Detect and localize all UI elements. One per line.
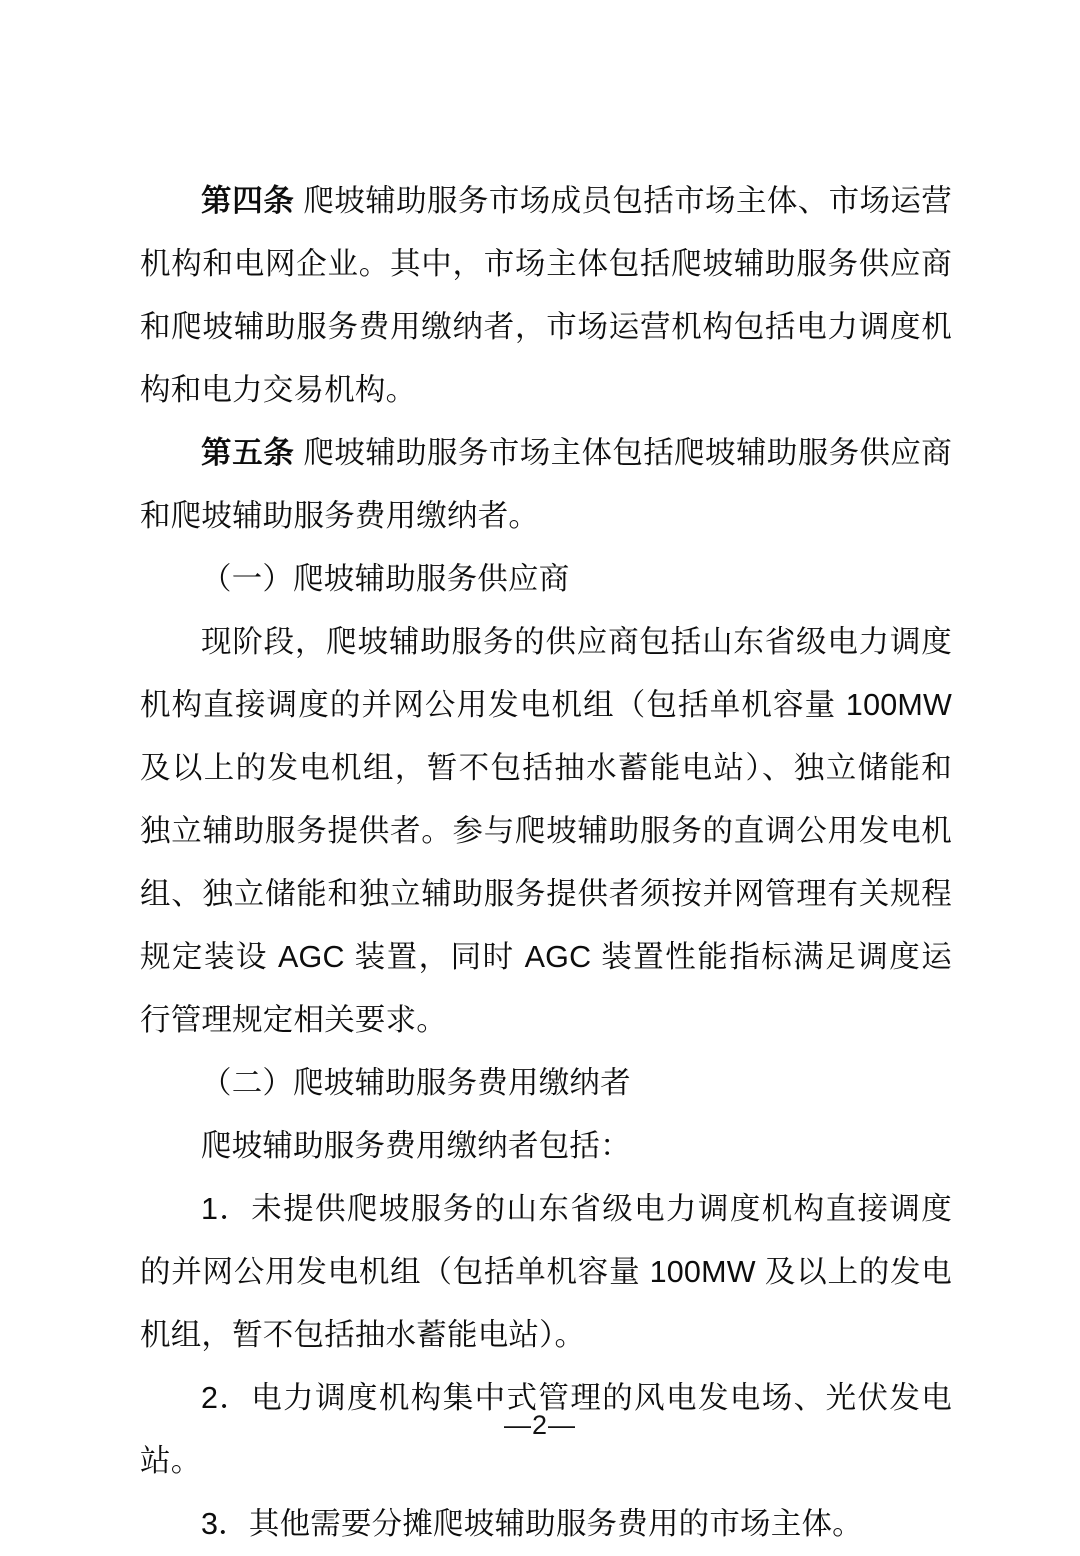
document-body [140, 170, 952, 1556]
paragraph-item-2-heading: （二）爬坡辅助服务费用缴纳者 [201, 1066, 631, 1100]
paragraph-article-5 [140, 422, 952, 548]
page-number: —2— [503, 1410, 577, 1440]
paragraph-item-1-body: 现阶段，爬坡辅助服务的供应商包括山东省级电力调度机构直接调度的并网公用发电机组（包括单机容量 100MW 及以上的发电机组，暂不包括抽水蓄能电站）、独立储能和独立辅助服务提供者。参与爬坡辅助服务的直调公用发电机组、独立储能和独立辅助服务提供者须按并网管理有关规程规定装设 AGC 装置，同时 AGC 装置性能指标满足调度运行管理规定相关要求。 [140, 625, 952, 1037]
article-label-4: 第四条 [201, 184, 295, 218]
list-item-2: 2．电力调度机构集中式管理的风电发电场、光伏发电站。 [140, 1381, 952, 1478]
paragraph-text-article-5: 爬坡辅助服务市场主体包括爬坡辅助服务供应商和爬坡辅助服务费用缴纳者。 [140, 436, 952, 533]
list-item-3: 3．其他需要分摊爬坡辅助服务费用的市场主体。 [201, 1507, 863, 1541]
article-label-5: 第五条 [201, 436, 295, 470]
list-item-1: 1．未提供爬坡服务的山东省级电力调度机构直接调度的并网公用发电机组（包括单机容量 100MW 及以上的发电机组，暂不包括抽水蓄能电站）。 [140, 1192, 952, 1352]
paragraph-text-article-4: 爬坡辅助服务市场成员包括市场主体、市场运营机构和电网企业。其中，市场主体包括爬坡辅助服务供应商和爬坡辅助服务费用缴纳者，市场运营机构包括电力调度机构和电力交易机构。 [140, 184, 952, 407]
paragraph-item-1-heading: （一）爬坡辅助服务供应商 [201, 562, 570, 596]
paragraph-article-4 [140, 170, 952, 422]
paragraph-item-2-intro: 爬坡辅助服务费用缴纳者包括： [201, 1129, 631, 1163]
